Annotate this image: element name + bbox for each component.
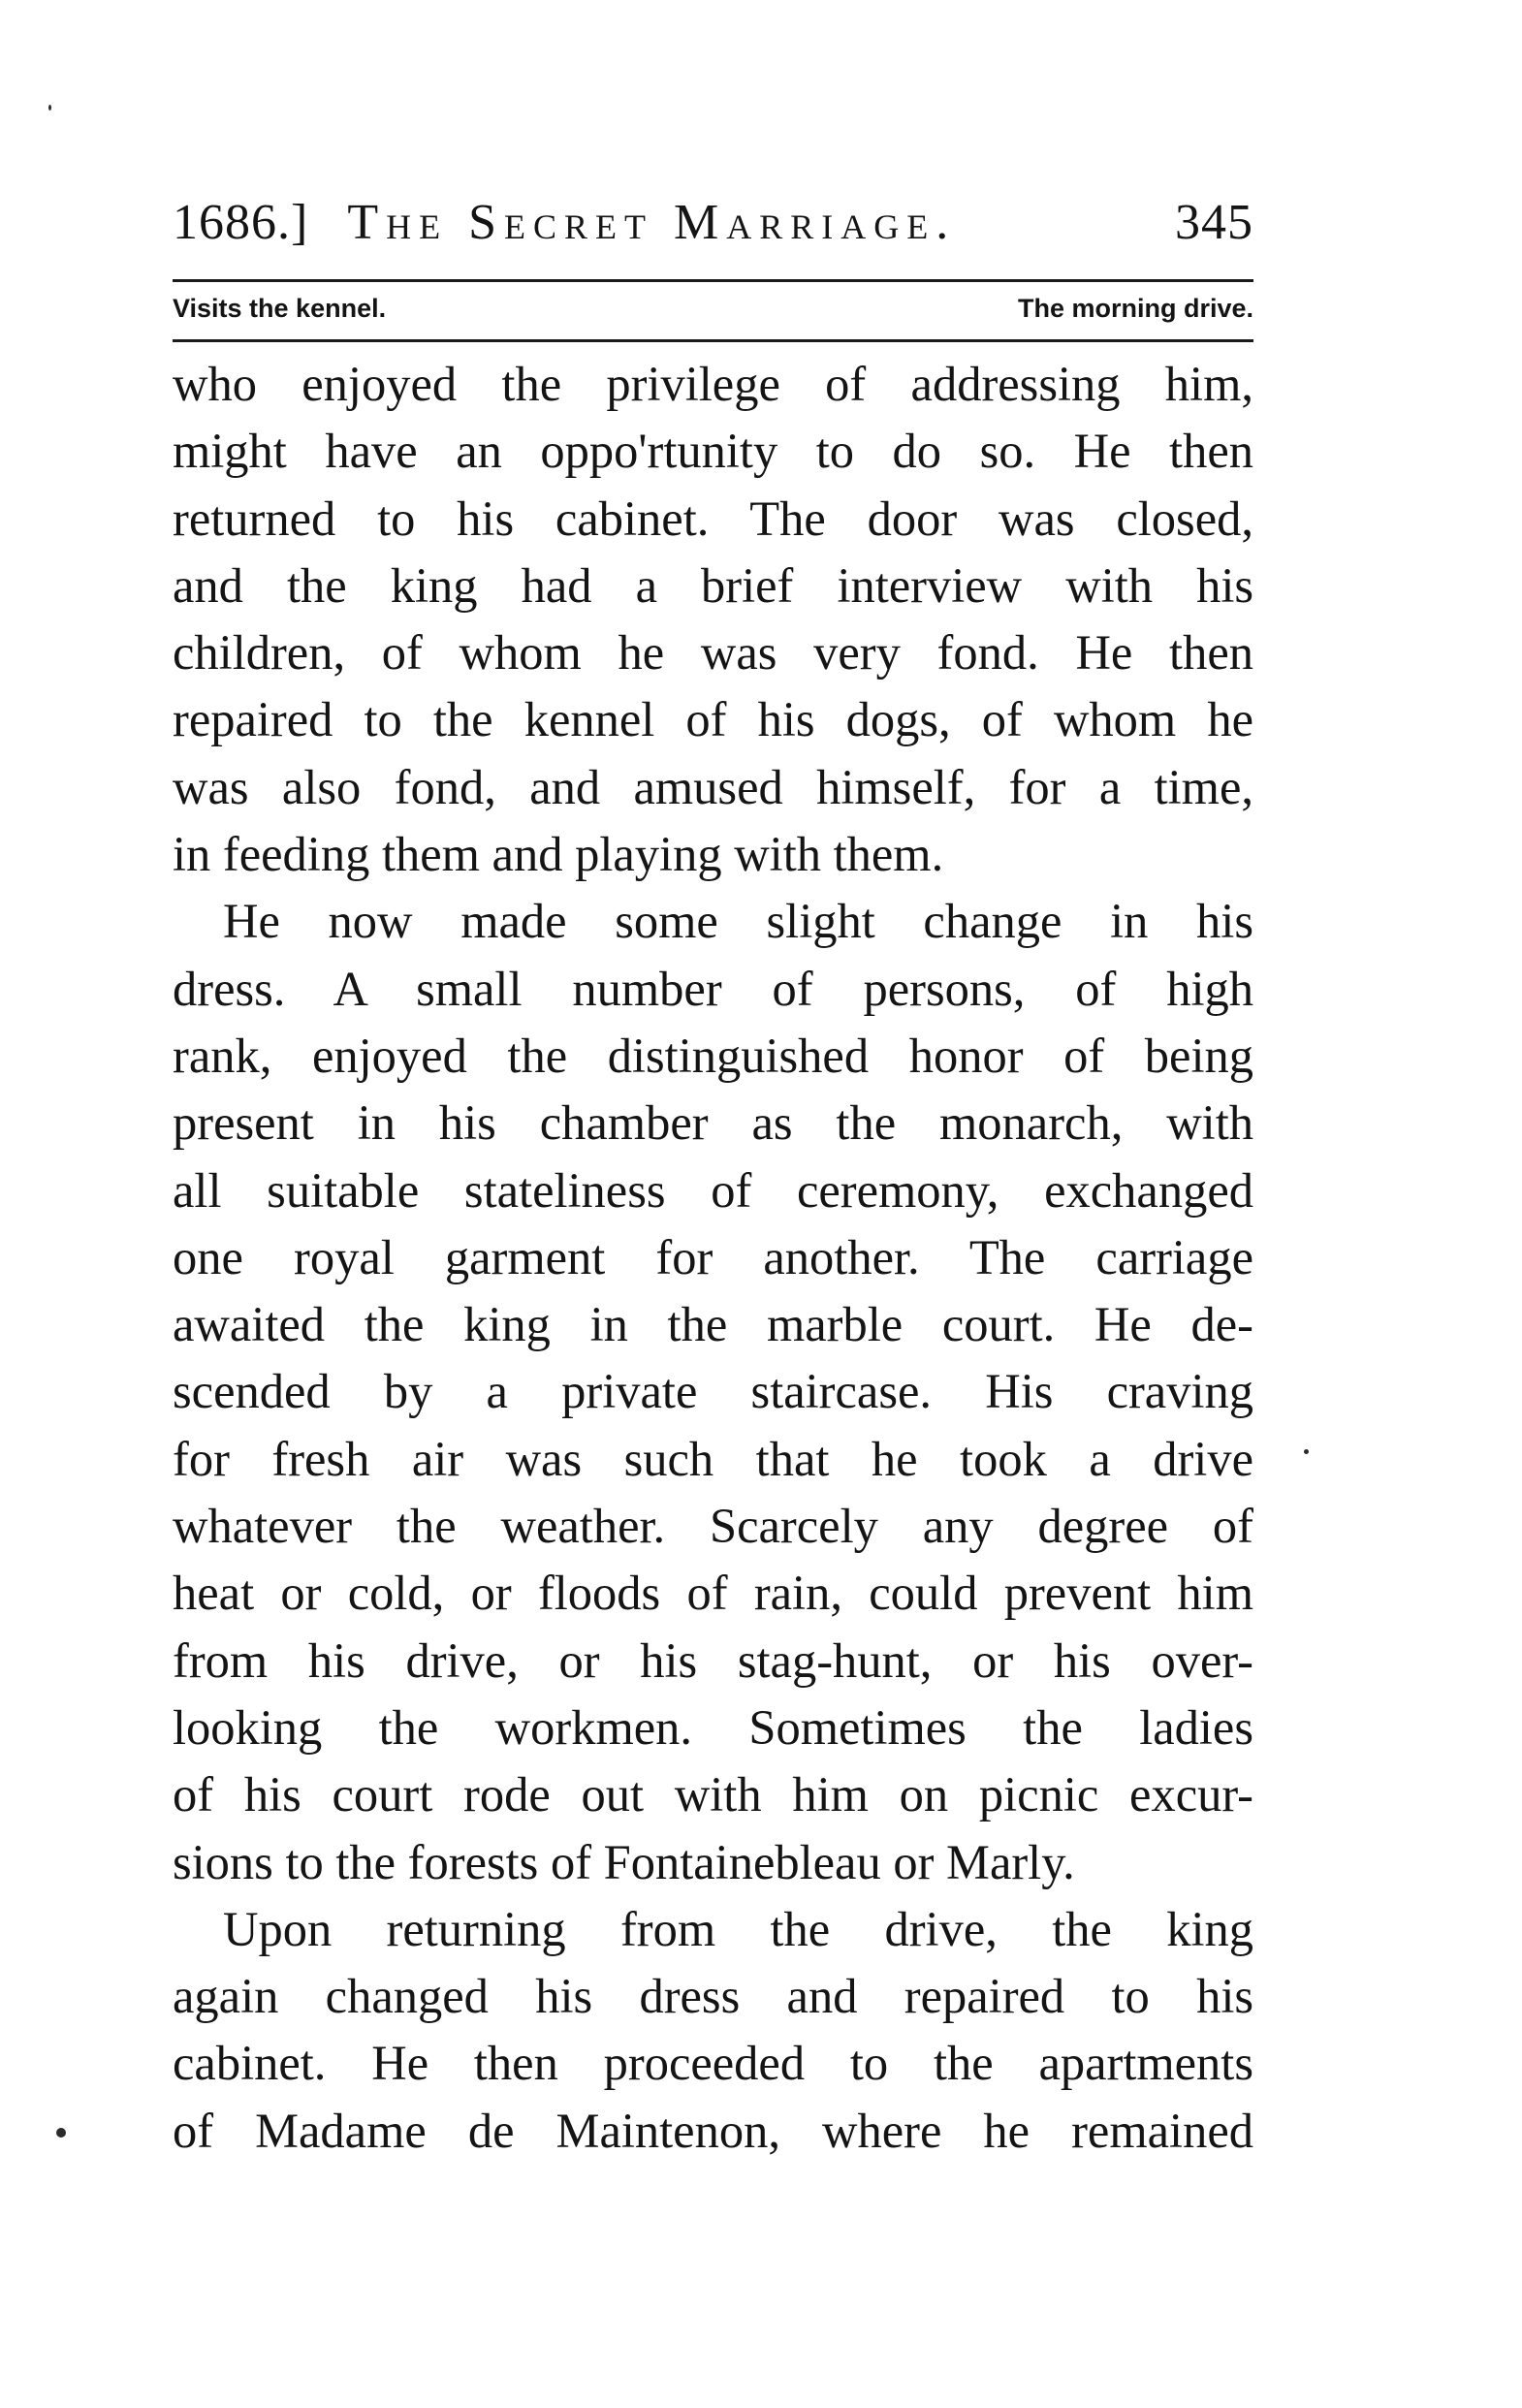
text-line: dress. A small number of persons, of high xyxy=(173,961,1253,1016)
text-line: of his court rode out with him on picnic excur- xyxy=(173,1767,1253,1822)
text-line: children, of whom he was very fond. He then xyxy=(173,625,1253,681)
text-line: rank, enjoyed the distinguished honor of being xyxy=(173,1028,1253,1083)
header-rule-bottom xyxy=(173,339,1253,342)
header-title: The Secret Marriage. xyxy=(347,195,957,250)
text-line: looking the workmen. Sometimes the ladies xyxy=(173,1699,1253,1755)
page-number: 345 xyxy=(1175,195,1253,250)
subheader-left: Visits the kennel. xyxy=(173,293,387,323)
text-line: one royal garment for another. The carriage xyxy=(173,1229,1253,1284)
text-line: and the king had a brief interview with his xyxy=(173,557,1253,613)
text-line: who enjoyed the privilege of addressing him, xyxy=(173,357,1253,411)
text-line: whatever the weather. Scarcely any degree of xyxy=(173,1499,1253,1554)
text-line: from his drive, or his stag-hunt, or his over- xyxy=(173,1632,1253,1688)
text-line: sions to the forests of Fontainebleau or Marly. xyxy=(173,1834,1075,1889)
text-line: for fresh air was such that he took a drive xyxy=(173,1431,1253,1486)
text-line: returned to his cabinet. The door was closed, xyxy=(173,491,1253,546)
ink-speck xyxy=(48,105,51,111)
subheader xyxy=(173,289,1253,328)
text-line: might have an oppo'rtunity to do so. He then xyxy=(173,424,1253,479)
text-line: He now made some slight change in his xyxy=(223,894,1253,949)
ink-speck xyxy=(56,2128,66,2138)
header-rule-top xyxy=(173,279,1253,282)
body-text xyxy=(173,351,1253,2165)
text-line: present in his chamber as the monarch, with xyxy=(173,1095,1253,1151)
text-line: of Madame de Maintenon, where he remained xyxy=(173,2103,1253,2158)
text-line: awaited the king in the marble court. He de- xyxy=(173,1297,1253,1352)
text-line: Upon returning from the drive, the king xyxy=(223,1901,1253,1956)
ink-speck xyxy=(1304,1449,1309,1454)
subheader-right: The morning drive. xyxy=(1017,293,1253,323)
text-line: repaired to the kennel of his dogs, of whom he xyxy=(173,692,1253,747)
text-line: scended by a private staircase. His craving xyxy=(173,1364,1253,1419)
text-line: all suitable stateliness of ceremony, exchanged xyxy=(173,1162,1253,1218)
text-line: cabinet. He then proceeded to the apartments xyxy=(173,2036,1253,2091)
text-line: in feeding them and playing with them. xyxy=(173,827,944,882)
text-line: was also fond, and amused himself, for a time, xyxy=(173,759,1253,814)
header-year: 1686.] xyxy=(173,195,309,250)
text-line: heat or cold, or floods of rain, could prevent him xyxy=(173,1566,1253,1621)
running-head xyxy=(173,194,1253,271)
text-line: again changed his dress and repaired to his xyxy=(173,1969,1253,2024)
